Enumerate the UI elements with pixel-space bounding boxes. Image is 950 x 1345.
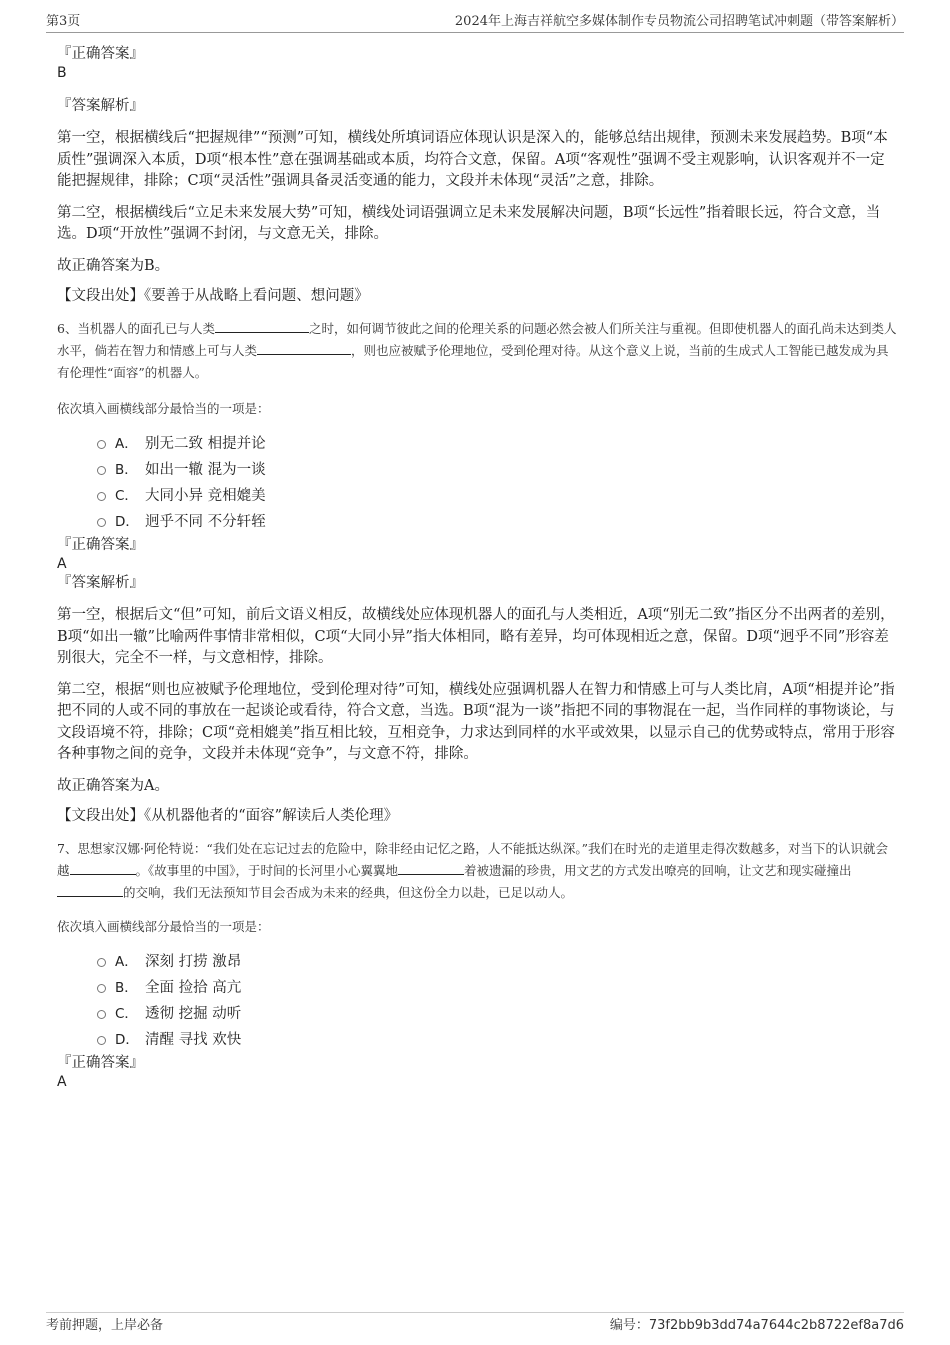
option-c[interactable]: C． 大同小异 竞相媲美 — [57, 483, 897, 509]
option-d[interactable]: D． 迥乎不同 不分轩轾 — [57, 509, 897, 535]
passage-source: 【文段出处】《要善于从战略上看问题、想问题》 — [57, 288, 369, 304]
question-prompt: 依次填入画横线部分最恰当的一项是： — [57, 919, 270, 934]
correct-answer-value: B — [57, 65, 67, 81]
radio-icon[interactable] — [97, 1010, 106, 1019]
question-stem: 7、思想家汉娜·阿伦特说：“我们处在忘记过去的危险中，除非经由记忆之路，人不能抵达纵深。”我们在时光的走道里走得次数越多，对当下的认识就会越 。《故事里的中国》，于时间的长河里小心翼翼地 着被遗漏的珍贵，用文艺的方式发出嘹亮的回响，让文艺和现实碰撞出的交响，我们无法预知节目会否成为未来的经典，但这份全力以赴，已足以动人。 — [57, 841, 888, 900]
answer-blank — [57, 884, 123, 897]
radio-icon[interactable] — [97, 984, 106, 993]
analysis-conclusion: 故正确答案为B。 — [57, 257, 170, 274]
answer-blank — [215, 320, 309, 333]
correct-answer-value: A — [57, 1074, 67, 1090]
passage-source: 【文段出处】《从机器他者的“面容”解读后人类伦理》 — [57, 808, 399, 824]
analysis-paragraph: 第一空，根据横线后“把握规律”“预测”可知，横线处所填词语应体现认识是深入的，能够总结出规律，预测未来发展趋势。B项“本质性”强调深入本质，D项“根本性”意在强调基础或本质，均符合文意，保留。A项“客观性”强调不受主观影响，认识客观并不一定能把握规律，排除；C项“灵活性”强调具备灵活变通的能力，文段并未体现“灵活”之意，排除。 — [57, 130, 888, 189]
answer-blank — [70, 862, 136, 875]
option-a[interactable]: A． 别无二致 相提并论 — [57, 431, 897, 457]
analysis-label: 『答案解析』 — [57, 98, 144, 114]
radio-icon[interactable] — [97, 492, 106, 501]
analysis-conclusion: 故正确答案为A。 — [57, 777, 169, 794]
radio-icon[interactable] — [97, 466, 106, 475]
correct-answer-label: 『正确答案』 — [57, 46, 144, 62]
option-d[interactable]: D． 清醒 寻找 欢快 — [57, 1027, 897, 1053]
question-prompt: 依次填入画横线部分最恰当的一项是： — [57, 401, 270, 416]
document-body — [57, 44, 897, 1091]
option-list — [57, 431, 897, 535]
option-list — [57, 949, 897, 1053]
option-c[interactable]: C． 透彻 挖掘 动听 — [57, 1001, 897, 1027]
document-title: 2024年上海吉祥航空多媒体制作专员物流公司招聘笔试冲刺题（带答案解析） — [454, 14, 904, 29]
correct-answer-label: 『正确答案』 — [57, 1055, 144, 1071]
analysis-paragraph: 第二空，根据“则也应被赋予伦理地位，受到伦理对待”可知，横线处应强调机器人在智力和情感上可与人类比肩，A项“相提并论”指把不同的人或不同的事放在一起谈论或看待，符合文意，当选。B项“混为一谈”指把不同的事物混在一起，当作同样的事物谈论，与文段语境不符，排除；C项“竞相媲美”指互相比较，互相竞争，力求达到同样的水平或效果，以显示自己的优势或特点，常用于形容各种事物之间的竞争，文段并未体现“竞争”，与文意不符，排除。 — [57, 681, 895, 762]
page-number: 第3页 — [46, 14, 81, 29]
answer-blank — [257, 342, 351, 355]
question-stem: 6、当机器人的面孔已与人类 之时，如何调节彼此之间的伦理关系的问题必然会被人们所关注与重视。但即使机器人的面孔尚未达到类人水平，倘若在智力和情感上可与人类 ，则也应被赋予伦理地位，受到伦理对待。从这个意义上说，当前的生成式人工智能已越发成为具有伦理性“面容”的机器人。 — [57, 321, 897, 380]
radio-icon[interactable] — [97, 518, 106, 527]
radio-icon[interactable] — [97, 1036, 106, 1045]
answer-blank — [398, 862, 464, 875]
page-footer — [46, 1312, 904, 1335]
option-b[interactable]: B． 全面 捡拾 高亢 — [57, 975, 897, 1001]
radio-icon[interactable] — [97, 958, 106, 967]
radio-icon[interactable] — [97, 440, 106, 449]
correct-answer-value: A — [57, 556, 67, 572]
correct-answer-label: 『正确答案』 — [57, 537, 144, 553]
analysis-paragraph: 第二空，根据横线后“立足未来发展大势”可知，横线处词语强调立足未来发展解决问题，B项“长远性”指着眼长远，符合文意，当选。D项“开放性”强调不封闭，与文意无关，排除。 — [57, 204, 881, 242]
page-header — [46, 14, 904, 33]
option-b[interactable]: B． 如出一辙 混为一谈 — [57, 457, 897, 483]
document-id: 编号：73f2bb9b3dd74a7644c2b8722ef8a7d6 — [609, 1318, 904, 1333]
analysis-paragraph: 第一空，根据后文“但”可知，前后文语义相反，故横线处应体现机器人的面孔与人类相近，A项“别无二致”指区分不出两者的差别，B项“如出一辙”比喻两件事情非常相似，C项“大同小异”指大体相同，略有差异，均可体现相近之意，保留。D项“迥乎不同”形容差别很大，完全不一样，与文意相悖，排除。 — [57, 607, 895, 666]
option-a[interactable]: A． 深刻 打捞 激昂 — [57, 949, 897, 975]
footer-slogan: 考前押题，上岸必备 — [46, 1318, 164, 1333]
analysis-label: 『答案解析』 — [57, 575, 144, 591]
